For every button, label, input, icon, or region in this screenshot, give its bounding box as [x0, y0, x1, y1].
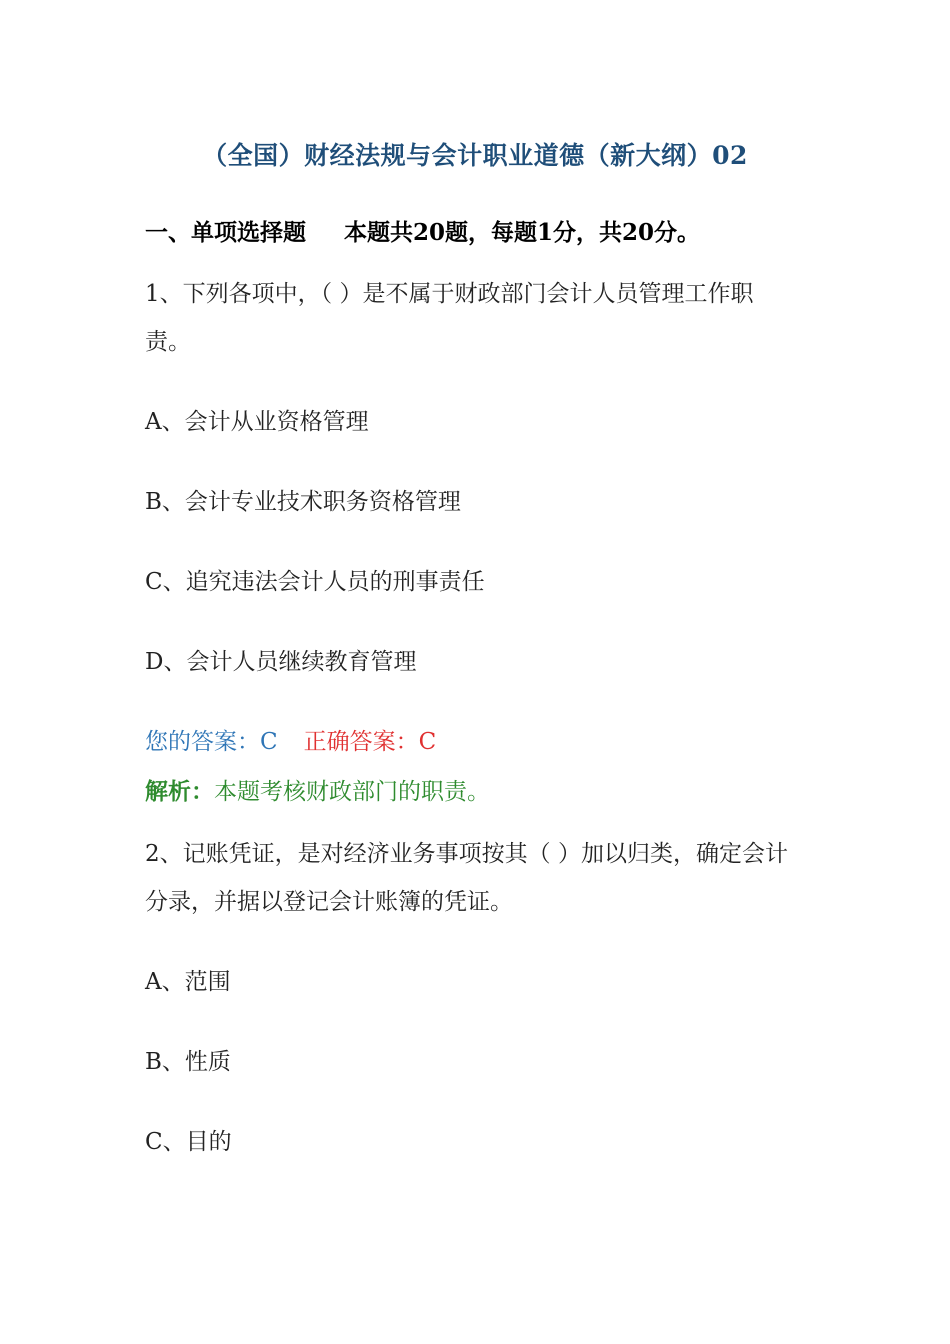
question-1-option-c: C、追究违法会计人员的刑事责任	[145, 569, 485, 595]
question-2-option-a: A、范围	[145, 969, 231, 995]
question-2-option-c: C、目的	[145, 1129, 232, 1155]
correct-answer	[304, 729, 437, 755]
section-info: 本题共20题，每题1分，共20分。	[344, 219, 701, 246]
question-1-option-a: A、会计从业资格管理	[145, 409, 369, 435]
your-answer-value: C	[260, 729, 278, 755]
section-name: 一、单项选择题	[145, 219, 306, 246]
question-1-analysis	[145, 776, 490, 808]
question-1-option-b: B、会计专业技术职务资格管理	[145, 489, 461, 515]
analysis-label: 解析：	[145, 778, 214, 805]
your-answer	[145, 729, 278, 755]
question-1-option-d: D、会计人员继续教育管理	[145, 649, 417, 675]
question-1-answer-row	[145, 726, 436, 758]
question-2-option-b: B、性质	[145, 1049, 231, 1075]
section-heading	[145, 214, 700, 247]
question-2-stem: 2、记账凭证，是对经济业务事项按其（ ）加以归类，确定会计分录，并据以登记会计账簿的凭证。	[145, 841, 788, 915]
analysis-text: 本题考核财政部门的职责。	[214, 779, 490, 805]
correct-answer-label: 正确答案：	[303, 729, 419, 755]
question-1-stem: 1、下列各项中，（ ）是不属于财政部门会计人员管理工作职责。	[145, 281, 754, 355]
page-title: （全国）财经法规与会计职业道德（新大纲）02	[202, 141, 748, 170]
correct-answer-value: C	[418, 729, 437, 755]
your-answer-label: 您的答案：	[145, 729, 260, 755]
